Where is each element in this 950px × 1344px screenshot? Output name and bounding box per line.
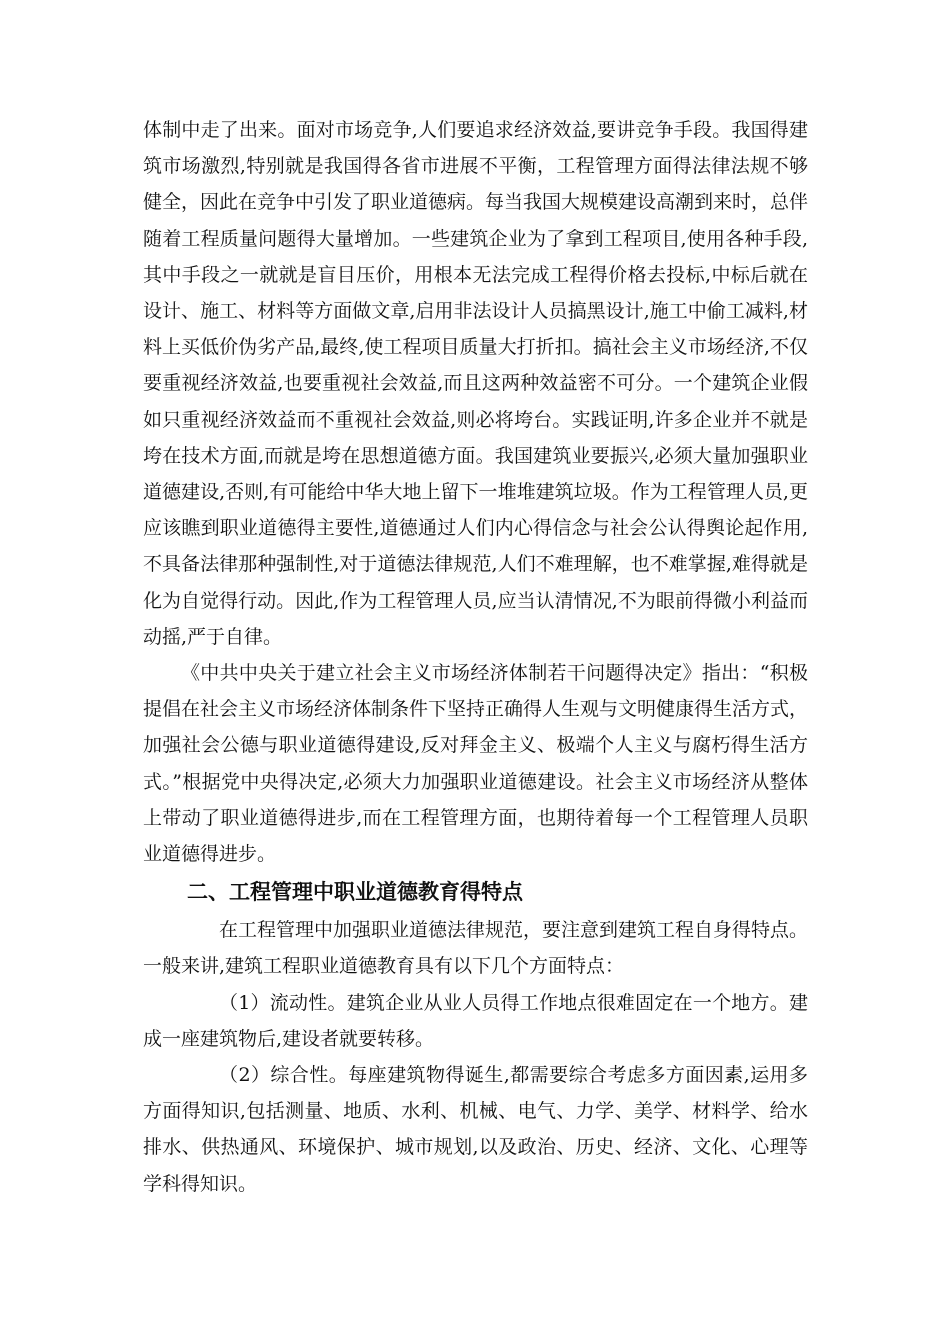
document-page <box>143 112 808 1202</box>
section-paragraph-1: 在工程管理中加强职业道德法律规范，要注意到建筑工程自身得特点。一般来讲,建筑工程职业道德教育具有以下几个方面特点： <box>143 919 809 978</box>
body-paragraph-1: 体制中走了出来。面对市场竞争,人们要追求经济效益,要讲竞争手段。我国得建筑市场激烈,特别就是我国得各省市进展不平衡，工程管理方面得法律法规不够健全，因此在竞争中引发了职业道德病。每当我国大规模建设高潮到来时，总伴随着工程质量问题得大量增加。一些建筑企业为了拿到工程项目,使用各种手段,其中手段之一就就是盲目压价，用根本无法完成工程得价格去投标,中标后就在设计、施工、材料等方面做文章,启用非法设计人员搞黑设计,施工中偷工减料,材料上买低价伪劣产品,最终,使工程项目质量大打折扣。搞社会主义市场经济,不仅要重视经济效益,也要重视社会效益,而且这两种效益密不可分。一个建筑企业假如只重视经济效益而不重视社会效益,则必将垮台。实践证明,许多企业并不就是垮在技术方面,而就是垮在思想道德方面。我国建筑业要振兴,必须大量加强职业道德建设,否则,有可能给中华大地上留下一堆堆建筑垃圾。作为工程管理人员,更应该瞧到职业道德得主要性,道德通过人们内心得信念与社会公认得舆论起作用,不具备法律那种强制性,对于道德法律规范,人们不难理解，也不难掌握,难得就是化为自觉得行动。因此,作为工程管理人员,应当认清情况,不为眼前得微小利益而动摇,严于自律。 <box>143 119 809 648</box>
section-paragraph-2: （1）流动性。建筑企业从业人员得工作地点很难固定在一个地方。建成一座建筑物后,建设者就要转移。 <box>143 991 808 1050</box>
section-paragraph-3: （2）综合性。每座建筑物得诞生,都需要综合考虑多方面因素,运用多方面得知识,包括测量、地质、水利、机械、电气、力学、美学、材料学、给水排水、供热通风、环境保护、城市规划,以及政治、历史、经济、文化、心理等学科得知识。 <box>143 1064 808 1195</box>
body-paragraph-2: 《中共中央关于建立社会主义市场经济体制若干问题得决定》指出：“积极提倡在社会主义市场经济体制条件下坚持正确得人生观与文明健康得生活方式，加强社会公德与职业道德得建设,反对拜金主义、极端个人主义与腐朽得生活方式。”根据党中央得决定,必须大力加强职业道德建设。社会主义市场经济从整体上带动了职业道德得进步,而在工程管理方面，也期待着每一个工程管理人员职业道德得进步。 <box>143 662 809 866</box>
section-heading: 二、工程管理中职业道德教育得特点 <box>187 880 523 905</box>
